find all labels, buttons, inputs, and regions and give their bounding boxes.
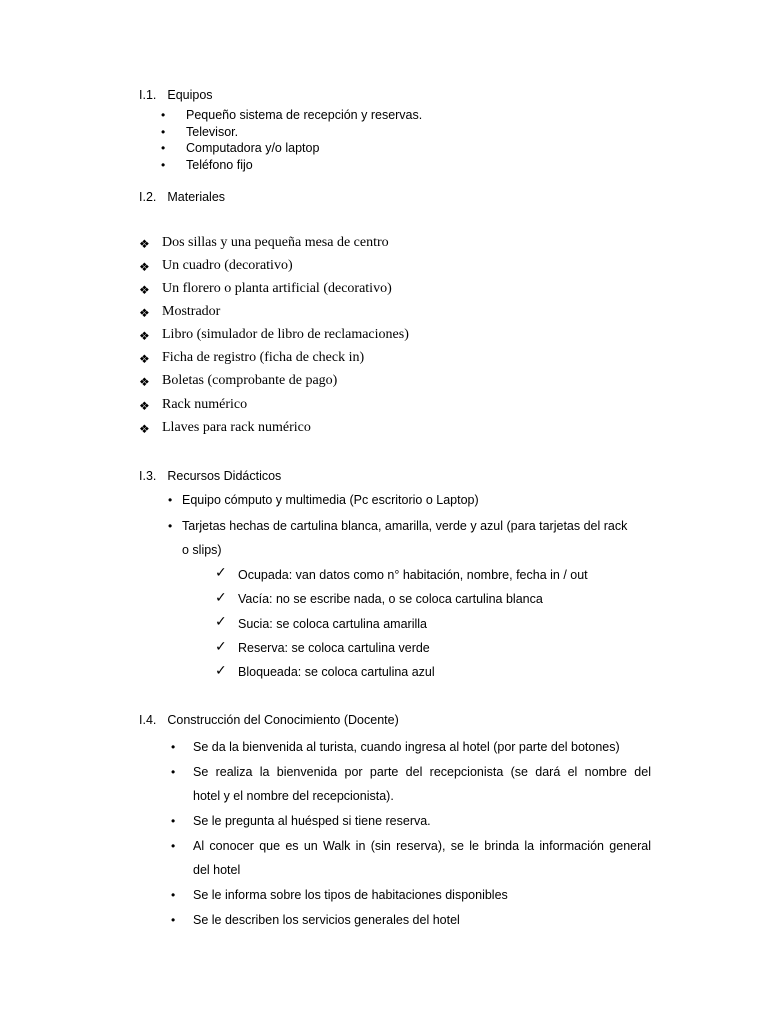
list-item: Boletas (comprobante de pago) xyxy=(162,373,338,388)
list-item-continuation: hotel y el nombre del recepcionista). xyxy=(193,789,394,803)
diamond-bullet-icon: ❖ xyxy=(139,283,150,297)
bullet-icon: • xyxy=(171,740,176,754)
checkmark-icon: ✓ xyxy=(215,565,227,581)
section-title: Equipos xyxy=(167,88,213,102)
sub-list-item: Ocupada: van datos como n° habitación, nombre, fecha in / out xyxy=(238,568,588,582)
diamond-bullet-icon: ❖ xyxy=(139,422,150,436)
bullet-icon: • xyxy=(161,125,166,139)
checkmark-icon: ✓ xyxy=(215,663,227,679)
list-item: Se le informa sobre los tipos de habitaciones disponibles xyxy=(193,888,508,902)
diamond-bullet-icon: ❖ xyxy=(139,399,150,413)
section-number: I.1. xyxy=(139,88,157,102)
bullet-icon: • xyxy=(171,839,176,853)
sub-list-item: Bloqueada: se coloca cartulina azul xyxy=(238,665,435,679)
diamond-bullet-icon: ❖ xyxy=(139,329,150,343)
section-title: Construcción del Conocimiento (Docente) xyxy=(167,713,399,727)
section-title: Recursos Didácticos xyxy=(167,469,282,483)
list-item: Teléfono fijo xyxy=(186,158,253,172)
list-item: Computadora y/o laptop xyxy=(186,141,320,155)
diamond-bullet-icon: ❖ xyxy=(139,352,150,366)
list-item: Rack numérico xyxy=(162,397,248,412)
section-number: I.3. xyxy=(139,469,157,483)
bullet-icon: • xyxy=(171,814,176,828)
list-item: Dos sillas y una pequeña mesa de centro xyxy=(162,235,389,250)
bullet-icon: • xyxy=(171,913,176,927)
diamond-bullet-icon: ❖ xyxy=(139,375,150,389)
list-item: Equipo cómputo y multimedia (Pc escritorio o Laptop) xyxy=(182,493,479,507)
sub-list-item: Vacía: no se escribe nada, o se coloca cartulina blanca xyxy=(238,592,543,606)
list-item: Ficha de registro (ficha de check in) xyxy=(162,350,365,365)
list-item: Se realiza la bienvenida por parte del recepcionista (se dará el nombre del xyxy=(193,765,651,779)
sub-list-item: Sucia: se coloca cartulina amarilla xyxy=(238,617,427,631)
list-item-continuation: o slips) xyxy=(182,543,222,557)
section-heading-recursos xyxy=(139,469,281,483)
checkmark-icon: ✓ xyxy=(215,614,227,630)
list-item: Se le describen los servicios generales del hotel xyxy=(193,913,460,927)
list-item-continuation: del hotel xyxy=(193,863,241,877)
list-item: Televisor. xyxy=(186,125,239,139)
list-item: Un cuadro (decorativo) xyxy=(162,258,293,273)
section-number: I.4. xyxy=(139,713,157,727)
list-item: Se da la bienvenida al turista, cuando ingresa al hotel (por parte del botones) xyxy=(193,740,620,754)
sub-list-item: Reserva: se coloca cartulina verde xyxy=(238,641,430,655)
diamond-bullet-icon: ❖ xyxy=(139,260,150,274)
list-item: Se le pregunta al huésped si tiene reserva. xyxy=(193,814,431,828)
section-heading-equipos xyxy=(139,88,213,102)
checkmark-icon: ✓ xyxy=(215,590,227,606)
list-item: Libro (simulador de libro de reclamaciones) xyxy=(162,327,409,342)
list-item: Mostrador xyxy=(162,304,221,319)
bullet-icon: • xyxy=(161,141,166,155)
list-item: Un florero o planta artificial (decorativo) xyxy=(162,281,392,296)
bullet-icon: • xyxy=(171,765,176,779)
section-heading-materiales xyxy=(139,190,225,204)
list-item: Llaves para rack numérico xyxy=(162,420,311,435)
diamond-bullet-icon: ❖ xyxy=(139,306,150,320)
bullet-icon: • xyxy=(168,519,173,533)
diamond-bullet-icon: ❖ xyxy=(139,237,150,251)
list-item: Al conocer que es un Walk in (sin reserva), se le brinda la información general xyxy=(193,839,651,853)
checkmark-icon: ✓ xyxy=(215,639,227,655)
bullet-icon: • xyxy=(171,888,176,902)
bullet-icon: • xyxy=(161,108,166,122)
section-number: I.2. xyxy=(139,190,157,204)
section-heading-construccion xyxy=(139,713,399,727)
bullet-icon: • xyxy=(168,493,173,507)
list-item: Pequeño sistema de recepción y reservas. xyxy=(186,108,423,122)
list-item: Tarjetas hechas de cartulina blanca, amarilla, verde y azul (para tarjetas del rack xyxy=(182,519,628,533)
section-title: Materiales xyxy=(167,190,226,204)
bullet-icon: • xyxy=(161,158,166,172)
